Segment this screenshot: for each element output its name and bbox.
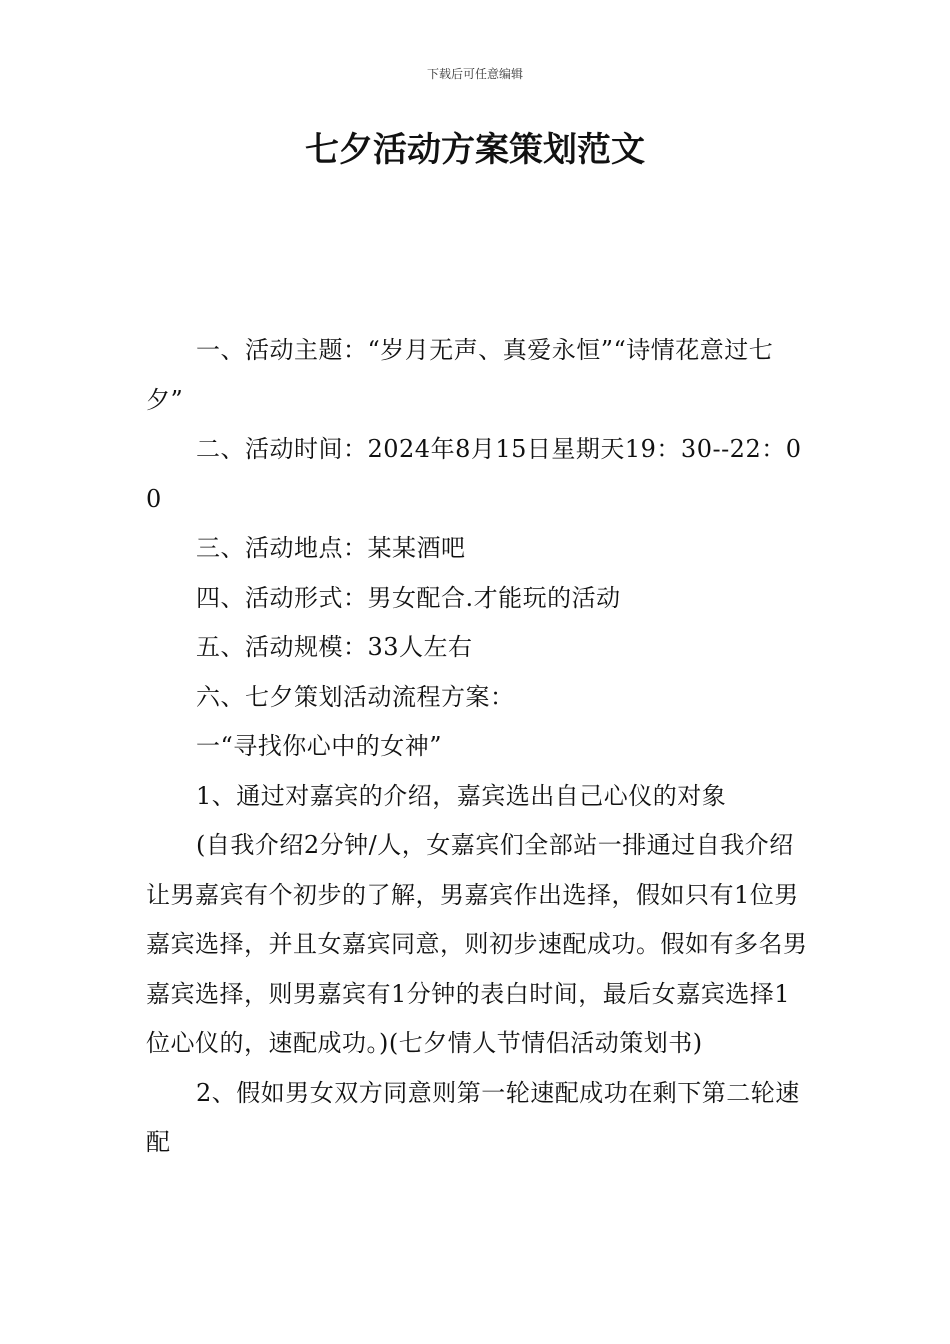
paragraph-process-heading: 六、七夕策划活动流程方案： xyxy=(196,682,515,711)
paragraph-time: 二、活动时间：2024年8月15日星期天19：30--22：00 xyxy=(146,435,802,513)
paragraph-format: 四、活动形式：男女配合.才能玩的活动 xyxy=(196,583,621,612)
header-note: 下载后可任意编辑 xyxy=(426,67,523,81)
paragraph-theme: 一、活动主题：“岁月无声、真爱永恒”“诗情花意过七夕” xyxy=(146,336,774,414)
paragraph-location: 三、活动地点：某某酒吧 xyxy=(196,534,466,562)
paragraph-step-one: 1、通过对嘉宾的介绍，嘉宾选出自己心仪的对象 xyxy=(196,781,727,810)
paragraph-scale: 五、活动规模：33人左右 xyxy=(196,633,473,661)
paragraph-step-one-detail: (自我介绍2分钟/人，女嘉宾们全部站一排通过自我介绍让男嘉宾有个初步的了解，男嘉宾作出选择，假如只有1位男嘉宾选择，并且女嘉宾同意，则初步速配成功。假如有多名男嘉宾选择，则男嘉宾有1分钟的表白时间，最后女嘉宾选择1位心仪的，速配成功。)(七夕情人节情侣活动策划书) xyxy=(146,831,808,1057)
paragraph-step-two: 2、假如男女双方同意则第一轮速配成功在剩下第二轮速配 xyxy=(146,1078,800,1156)
paragraph-section-one: 一“寻找你心中的女神” xyxy=(196,732,443,760)
document-body xyxy=(146,326,808,1168)
document-title: 七夕活动方案策划范文 xyxy=(305,130,645,170)
